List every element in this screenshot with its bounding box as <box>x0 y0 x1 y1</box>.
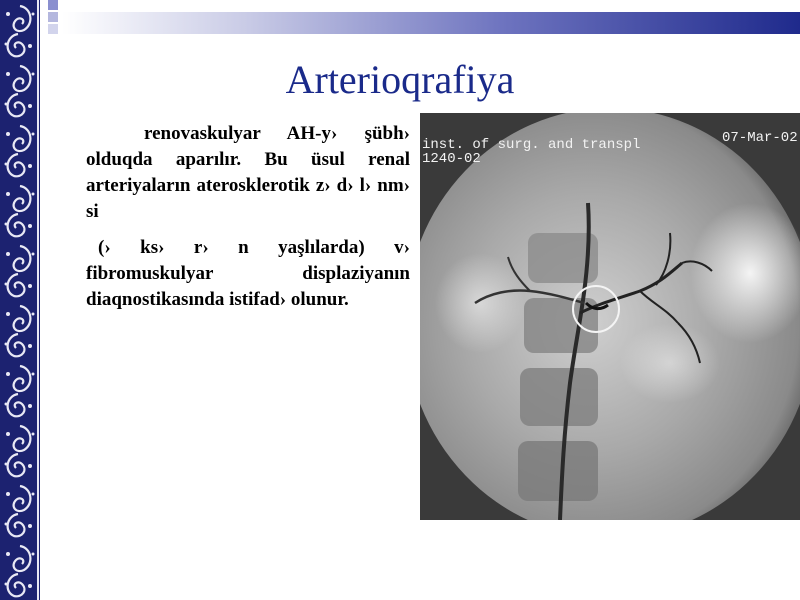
paragraph-2: (› ks› r› n yaşlılarda) v› fibromuskulyar displaziyanın diaqnostikasında istifad› olunur. <box>86 237 410 310</box>
image-label-code: 1240-02 <box>422 151 481 167</box>
decorative-square <box>48 24 58 34</box>
paisley-pattern-icon <box>0 0 40 600</box>
image-label-institution: inst. of surg. and transpl <box>422 137 641 153</box>
slide-body-text <box>86 121 410 313</box>
paragraph-1: renovaskulyar AH-y› şübh› olduqda aparılır. Bu üsul renal arteriyaların aterosklerotik z› d› l› nm› si <box>86 123 410 222</box>
slide-title: Arterioqrafiya <box>285 57 515 102</box>
angiography-image <box>420 113 800 520</box>
image-label-date: 07-Mar-02 <box>722 130 798 146</box>
header-gradient-bar <box>62 12 800 34</box>
decorative-square <box>48 12 58 22</box>
xray-image <box>420 113 800 520</box>
decorative-border <box>0 0 40 600</box>
decorative-square <box>48 0 58 10</box>
